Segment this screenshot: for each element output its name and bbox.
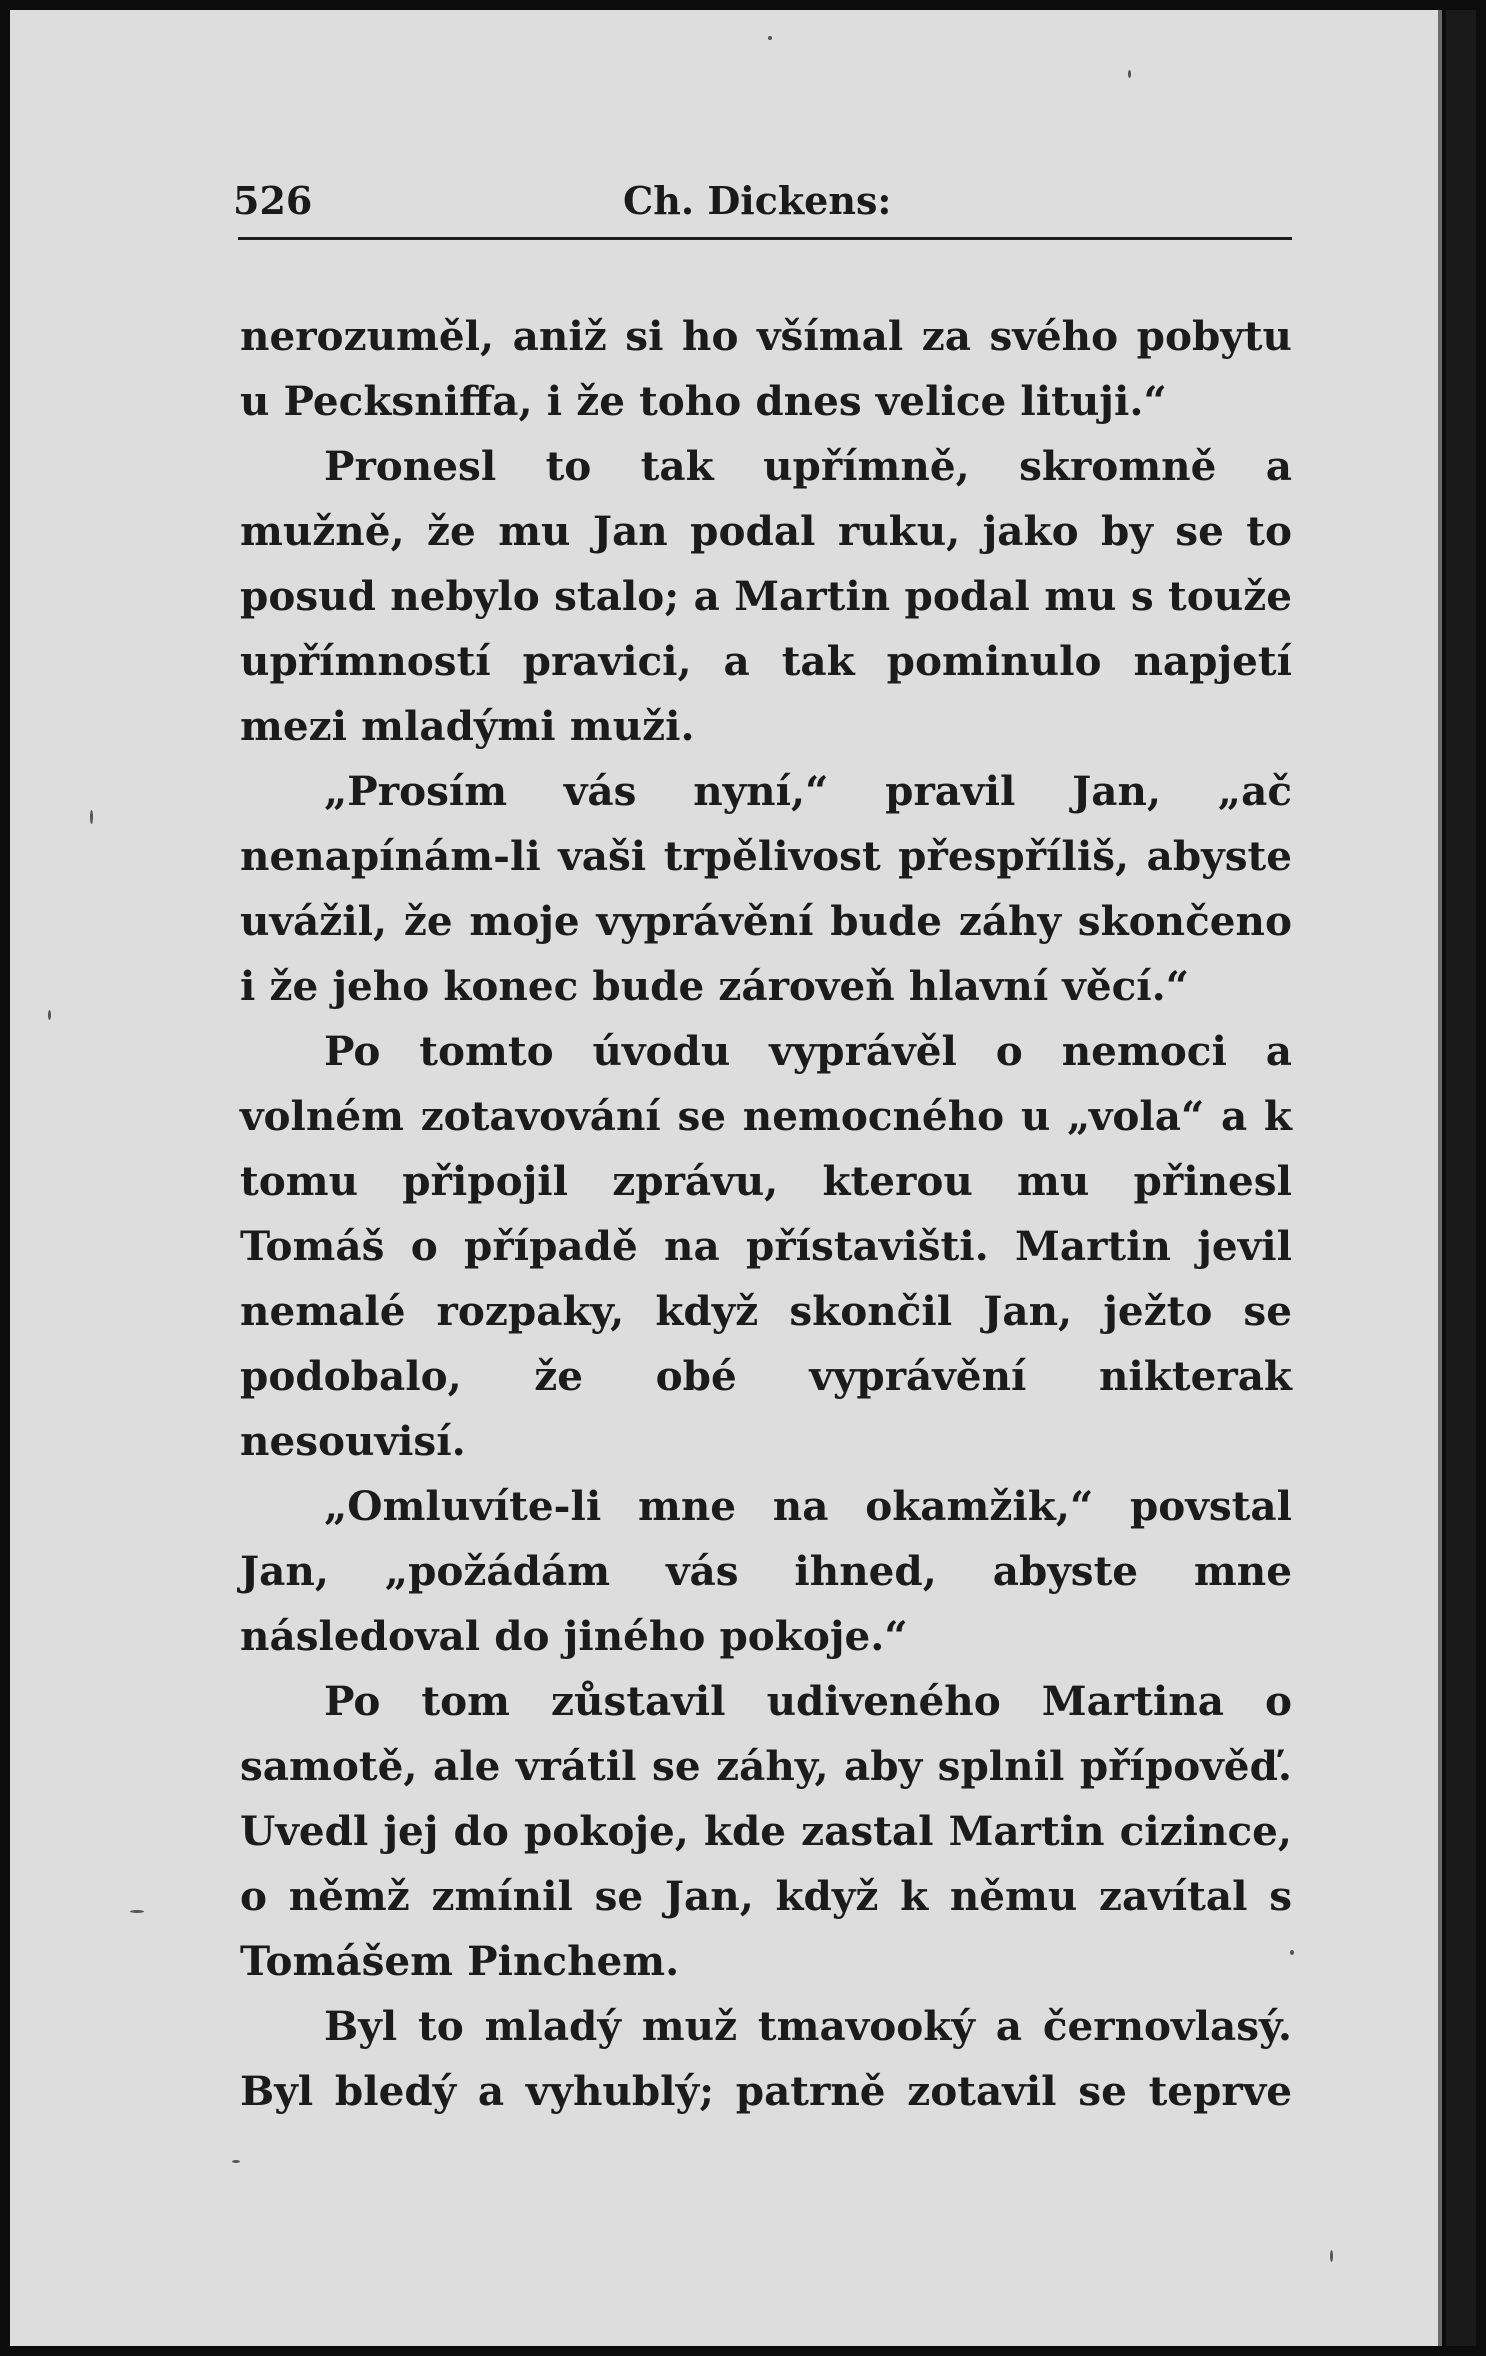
paragraph: Po tom zůstavil udiveného Martina o samotě, ale vrátil se záhy, aby splnil přípověď. Uvedl jej do pokoje, kde zastal Martin cizince, o němž zmínil se Jan, když k němu zavítal s Tomášem Pinchem.: [240, 1677, 1292, 1985]
paragraph: Po tomto úvodu vyprávěl o nemoci a volném zotavování se nemocného u „vola“ a k tomu připojil zprávu, kterou mu přinesl Tomáš o případě na přístavišti. Martin jevil nemalé rozpaky, když skončil Jan, ježto se podobalo, že obé vyprávění nikterak nesouvisí.: [240, 1027, 1292, 1465]
paper-speck: [1290, 1950, 1294, 1955]
body-text: [240, 304, 1292, 2124]
paragraph: Pronesl to tak upřímně, skromně a mužně, že mu Jan podal ruku, jako by se to posud nebylo stalo; a Martin podal mu s touže upřímností pravici, a tak pominulo napjetí mezi mladými muži.: [240, 442, 1292, 750]
page-number: 526: [233, 178, 313, 223]
paragraph: Byl to mladý muž tmavooký a černovlasý. Byl bledý a vyhublý; patrně zotavil se teprve: [240, 2002, 1292, 2115]
header-rule: [238, 237, 1292, 240]
running-title: Ch. Dickens:: [623, 178, 892, 223]
paragraph: nerozuměl, aniž si ho všímal za svého pobytu u Pecksniffa, i že toho dnes velice lituji.“: [240, 312, 1292, 425]
paper-speck: [232, 2160, 240, 2163]
paper-speck: [130, 1910, 144, 1913]
paper-speck: [1330, 2250, 1333, 2262]
paper-speck: [768, 36, 772, 40]
page-edge: [1446, 10, 1476, 2346]
paragraph: „Prosím vás nyní,“ pravil Jan, „ač nenapínám-li vaši trpělivost přespříliš, abyste uvážil, že moje vyprávění bude záhy skončeno i že jeho konec bude zároveň hlavní věcí.“: [240, 767, 1292, 1010]
paper-speck: [1128, 70, 1131, 78]
paper-speck: [90, 810, 93, 824]
page-header: [233, 178, 1293, 234]
paragraph: „Omluvíte-li mne na okamžik,“ povstal Jan, „požádám vás ihned, abyste mne následoval do jiného pokoje.“: [240, 1482, 1292, 1660]
paper-speck: [48, 1010, 51, 1020]
book-page: [10, 10, 1442, 2346]
